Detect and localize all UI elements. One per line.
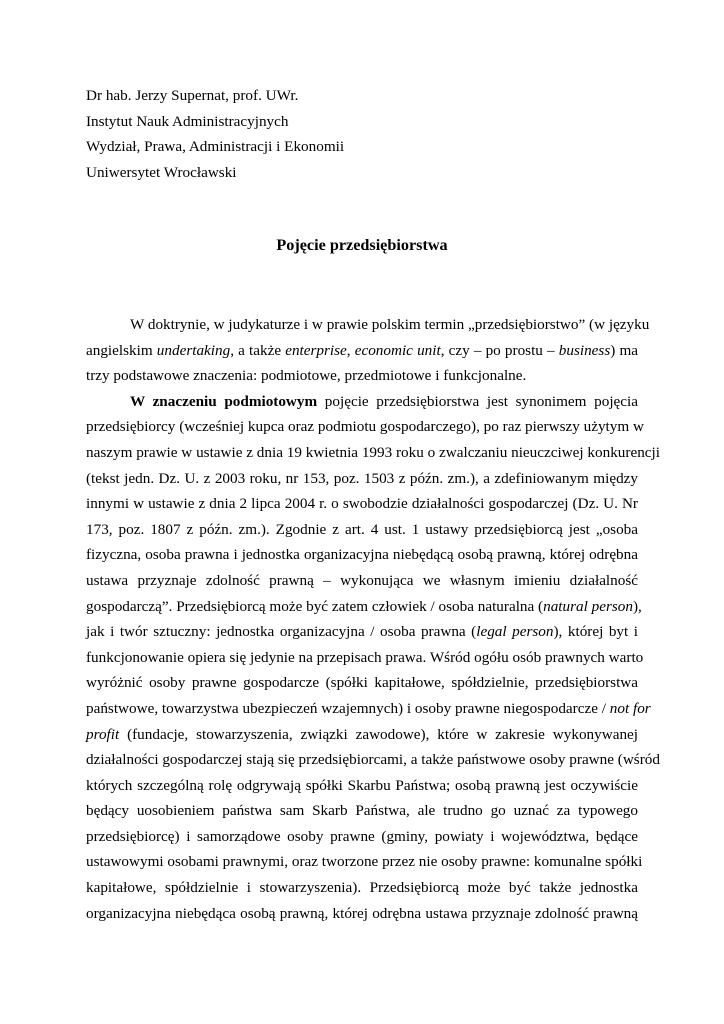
text-line: państwowe, towarzystwa ubezpieczeń wzajemnych) i osoby prawne niegospodarcze / not for [86,699,651,717]
author-name: Dr hab. Jerzy Supernat, prof. UWr. [86,87,299,104]
text-line: których szczególną rolę odgrywają spółki Skarbu Państwa; osobą prawną jest oczywiście [86,776,638,794]
body-text [86,312,660,926]
text-line: naszym prawie w ustawie z dnia 19 kwietnia 1993 roku o zwalczaniu nieuczciwej konkurencji [86,443,660,461]
text-line: W znaczeniu podmiotowym pojęcie przedsiębiorstwa jest synonimem pojęcia [130,392,638,410]
faculty-name: Wydział, Prawa, Administracji i Ekonomii [86,138,345,155]
text-line: ustawowymi osobami prawnymi, oraz tworzone przez nie osoby prawne: komunalne spółki [86,853,643,871]
author-header [86,83,344,185]
text-line: 173, poz. 1807 z późn. zm.). Zgodnie z art. 4 ust. 1 ustawy przedsiębiorcą jest „osoba [86,520,638,538]
text-line: innymi w ustawie z dnia 2 lipca 2004 r. o swobodzie działalności gospodarczej (Dz. U. Nr [86,495,638,513]
emphasis-heading: W znaczeniu podmiotowym [130,392,318,410]
text-line: ustawa przyznaje zdolność prawną – wykonująca we własnym imieniu działalność [86,571,638,589]
text-line: wyróżnić osoby prawne gospodarcze (spółki kapitałowe, spółdzielnie, przedsiębiorstwa [86,674,638,692]
text-line: (tekst jedn. Dz. U. z 2003 roku, nr 153, poz. 1503 z późn. zm.), a zdefiniowanym między [86,469,638,487]
text-line: fizyczna, osoba prawna i jednostka organizacyjna niebędącą osobą prawną, której odrębna [86,546,638,564]
text-line: kapitałowe, spółdzielnie i stowarzyszenia). Przedsiębiorcą może być także jednostka [86,879,638,897]
text-line: będący uosobieniem państwa sam Skarb Państwa, ale trudno go uznać za typowego [86,802,638,820]
text-line: gospodarczą”. Przedsiębiorcą może być zatem człowiek / osoba naturalna (natural person), [86,597,642,615]
text-line: W doktrynie, w judykaturze i w prawie polskim termin „przedsiębiorstwo” (w języku [130,316,650,333]
text-line: angielskim undertaking, a także enterprise, economic unit, czy – po prostu – business) ma [86,341,639,359]
text-line: organizacyjna niebędąca osobą prawną, której odrębna ustawa przyznaje zdolność prawną [86,904,638,922]
text-line: przedsiębiorcy (wcześniej kupca oraz podmiotu gospodarczego), po raz pierwszy użytym w [86,418,644,436]
text-line: trzy podstawowe znaczenia: podmiotowe, przedmiotowe i funkcjonalne. [86,367,527,385]
text-line: przedsiębiorcę) i samorządowe osoby prawne (gminy, powiaty i województwa, będące [86,827,638,845]
text-line: jak i twór sztuczny: jednostka organizacyjna / osoba prawna (legal person), której byt i [86,623,638,641]
institute-name: Instytut Nauk Administracyjnych [86,112,289,130]
text-line: działalności gospodarczej stają się przedsiębiorcami, a także państwowe osoby prawne (wśród [86,751,660,769]
text-line: profit (fundacje, stowarzyszenia, związki zawodowe), które w zakresie wykonywanej [86,725,638,743]
text-line: funkcjonowanie opiera się jedynie na przepisach prawa. Wśród ogółu osób prawnych warto [86,648,644,666]
document-title: Pojęcie przedsiębiorstwa [276,236,448,254]
university-name: Uniwersytet Wrocławski [86,163,237,181]
